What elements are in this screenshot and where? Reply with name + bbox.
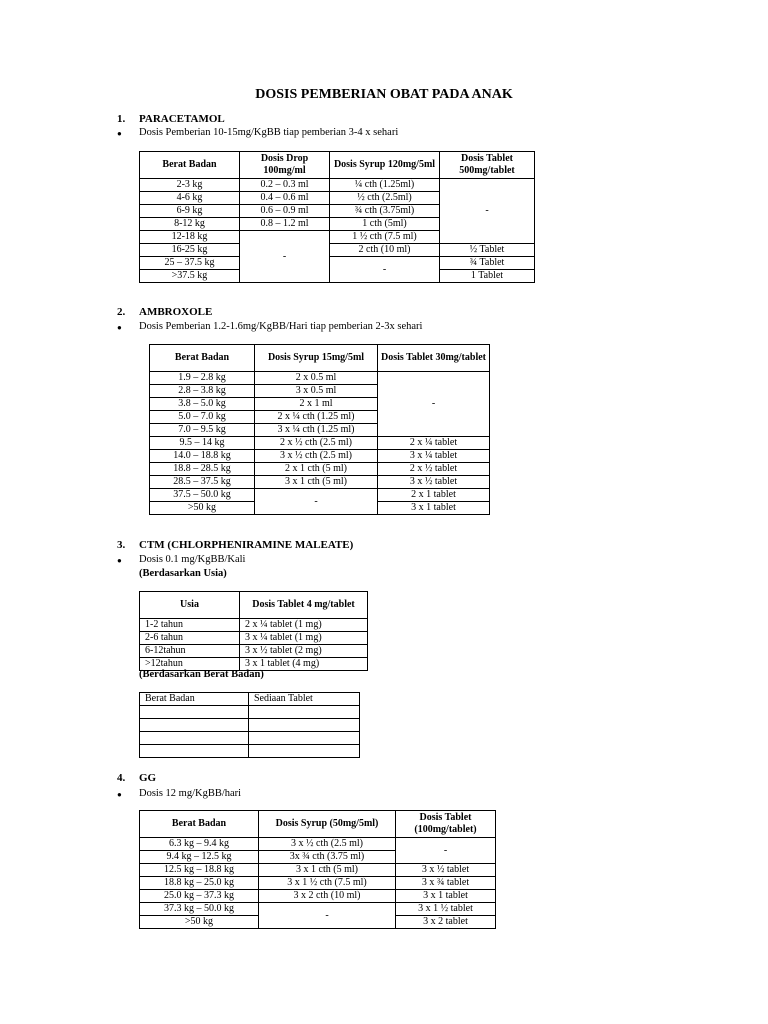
syrup-cell: ¼ cth (1.25ml) bbox=[330, 179, 440, 192]
empty-cell bbox=[140, 732, 249, 745]
header-cell: Dosis Tablet 500mg/tablet bbox=[440, 152, 535, 179]
table-row bbox=[140, 179, 535, 192]
drop-cell: 0.4 – 0.6 ml bbox=[240, 192, 330, 205]
table-header-row bbox=[140, 592, 368, 619]
paracetamol-table bbox=[139, 151, 535, 283]
tablet-cell: 2 x 1 tablet bbox=[378, 489, 490, 502]
weight-cell: 6.3 kg – 9.4 kg bbox=[140, 838, 259, 851]
table-row bbox=[140, 877, 496, 890]
tablet-cell: 3 x ½ tablet (2 mg) bbox=[240, 645, 368, 658]
dose-text: Dosis Pemberian 10-15mg/KgBB tiap pemberian 3-4 x sehari bbox=[139, 127, 399, 138]
dose-text: Dosis 12 mg/KgBB/hari bbox=[139, 788, 242, 799]
table-header-row bbox=[140, 693, 360, 706]
tablet-cell: 3 x ¼ tablet (1 mg) bbox=[240, 632, 368, 645]
weight-cell: 2.8 – 3.8 kg bbox=[150, 385, 255, 398]
syrup-cell: 2 x ½ cth (2.5 ml) bbox=[255, 437, 378, 450]
tablet-cell: - bbox=[396, 838, 496, 864]
weight-cell: 18.8 – 28.5 kg bbox=[150, 463, 255, 476]
table-row bbox=[140, 645, 368, 658]
syrup-cell: 3 x 1 cth (5 ml) bbox=[259, 864, 396, 877]
table-row bbox=[140, 719, 360, 732]
table-row bbox=[140, 903, 496, 916]
table-header-row bbox=[150, 345, 490, 372]
table-row bbox=[140, 745, 360, 758]
gg-table bbox=[139, 810, 496, 929]
header-cell: Dosis Syrup 15mg/5ml bbox=[255, 345, 378, 372]
subheading-age: (Berdasarkan Usia) bbox=[139, 568, 227, 579]
syrup-cell: 2 cth (10 ml) bbox=[330, 244, 440, 257]
table-row bbox=[150, 372, 490, 385]
syrup-cell: - bbox=[330, 257, 440, 283]
table-header-row bbox=[140, 811, 496, 838]
syrup-cell: ¾ cth (3.75ml) bbox=[330, 205, 440, 218]
tablet-cell: 2 x ¼ tablet (1 mg) bbox=[240, 619, 368, 632]
table-row bbox=[140, 890, 496, 903]
table-row bbox=[150, 463, 490, 476]
weight-cell: 2-3 kg bbox=[140, 179, 240, 192]
section-number: 1. bbox=[117, 113, 126, 125]
syrup-cell: 3 x ¼ cth (1.25 ml) bbox=[255, 424, 378, 437]
tablet-cell: 2 x ¼ tablet bbox=[378, 437, 490, 450]
header-cell: Sediaan Tablet bbox=[249, 693, 360, 706]
syrup-cell: 3 x ½ cth (2.5 ml) bbox=[255, 450, 378, 463]
weight-cell: 4-6 kg bbox=[140, 192, 240, 205]
weight-cell: 8-12 kg bbox=[140, 218, 240, 231]
empty-cell bbox=[140, 706, 249, 719]
weight-cell: 12-18 kg bbox=[140, 231, 240, 244]
tablet-cell: 3 x ¾ tablet bbox=[396, 877, 496, 890]
tablet-cell: 3 x 1 tablet (4 mg) bbox=[240, 658, 368, 671]
empty-cell bbox=[249, 706, 360, 719]
table-row bbox=[140, 619, 368, 632]
table-row bbox=[140, 732, 360, 745]
weight-cell: 14.0 – 18.8 kg bbox=[150, 450, 255, 463]
age-cell: 1-2 tahun bbox=[140, 619, 240, 632]
subheading-weight: (Berdasarkan Berat Badan) bbox=[139, 669, 264, 680]
weight-cell: 3.8 – 5.0 kg bbox=[150, 398, 255, 411]
empty-cell bbox=[140, 745, 249, 758]
table-header-row bbox=[140, 152, 535, 179]
syrup-cell: 2 x 1 cth (5 ml) bbox=[255, 463, 378, 476]
bullet-icon: ● bbox=[117, 129, 122, 138]
tablet-cell: 3 x 1 tablet bbox=[396, 890, 496, 903]
table-row bbox=[140, 257, 535, 270]
table-row bbox=[140, 706, 360, 719]
syrup-cell: 1 ½ cth (7.5 ml) bbox=[330, 231, 440, 244]
section-name: GG bbox=[139, 772, 157, 784]
header-cell: Berat Badan bbox=[140, 693, 249, 706]
tablet-cell: 3 x ¼ tablet bbox=[378, 450, 490, 463]
header-cell: Dosis Tablet (100mg/tablet) bbox=[396, 811, 496, 838]
header-cell: Berat Badan bbox=[140, 152, 240, 179]
table-row bbox=[150, 450, 490, 463]
ctm-age-table bbox=[139, 591, 368, 671]
header-cell: Usia bbox=[140, 592, 240, 619]
ambroxole-table bbox=[149, 344, 490, 515]
bullet-icon: ● bbox=[117, 790, 122, 799]
weight-cell: >50 kg bbox=[140, 916, 259, 929]
bullet-icon: ● bbox=[117, 556, 122, 565]
weight-cell: >50 kg bbox=[150, 502, 255, 515]
syrup-cell: 3x ¾ cth (3.75 ml) bbox=[259, 851, 396, 864]
table-row bbox=[140, 244, 535, 257]
table-row bbox=[140, 838, 496, 851]
drop-cell: 0.6 – 0.9 ml bbox=[240, 205, 330, 218]
drop-cell: 0.8 – 1.2 ml bbox=[240, 218, 330, 231]
age-cell: 6-12tahun bbox=[140, 645, 240, 658]
tablet-cell: - bbox=[440, 179, 535, 244]
syrup-cell: 2 x 1 ml bbox=[255, 398, 378, 411]
dose-text: Dosis 0.1 mg/KgBB/Kali bbox=[139, 554, 246, 565]
syrup-cell: 1 cth (5ml) bbox=[330, 218, 440, 231]
age-cell: >12tahun bbox=[140, 658, 240, 671]
tablet-cell: 3 x 1 ½ tablet bbox=[396, 903, 496, 916]
table-row bbox=[140, 632, 368, 645]
table-row bbox=[150, 476, 490, 489]
drop-cell: - bbox=[240, 231, 330, 283]
header-cell: Berat Badan bbox=[140, 811, 259, 838]
syrup-cell: 3 x 1 cth (5 ml) bbox=[255, 476, 378, 489]
section-number: 3. bbox=[117, 539, 126, 551]
syrup-cell: - bbox=[255, 489, 378, 515]
weight-cell: 9.4 kg – 12.5 kg bbox=[140, 851, 259, 864]
header-cell: Dosis Syrup (50mg/5ml) bbox=[259, 811, 396, 838]
table-row bbox=[150, 489, 490, 502]
weight-cell: 25.0 kg – 37.3 kg bbox=[140, 890, 259, 903]
weight-cell: 9.5 – 14 kg bbox=[150, 437, 255, 450]
section-name: PARACETAMOL bbox=[139, 113, 225, 125]
empty-cell bbox=[249, 745, 360, 758]
header-cell: Dosis Tablet 30mg/tablet bbox=[378, 345, 490, 372]
weight-cell: 18.8 kg – 25.0 kg bbox=[140, 877, 259, 890]
dose-text: Dosis Pemberian 1.2-1.6mg/KgBB/Hari tiap pemberian 2-3x sehari bbox=[139, 321, 423, 332]
header-cell: Dosis Tablet 4 mg/tablet bbox=[240, 592, 368, 619]
table-row bbox=[150, 437, 490, 450]
drop-cell: 0.2 – 0.3 ml bbox=[240, 179, 330, 192]
empty-cell bbox=[249, 732, 360, 745]
weight-cell: 5.0 – 7.0 kg bbox=[150, 411, 255, 424]
tablet-cell: ½ Tablet bbox=[440, 244, 535, 257]
weight-cell: 7.0 – 9.5 kg bbox=[150, 424, 255, 437]
page-title: DOSIS PEMBERIAN OBAT PADA ANAK bbox=[255, 87, 513, 102]
table-row bbox=[140, 864, 496, 877]
empty-cell bbox=[140, 719, 249, 732]
tablet-cell: 3 x 2 tablet bbox=[396, 916, 496, 929]
syrup-cell: 3 x 0.5 ml bbox=[255, 385, 378, 398]
weight-cell: 37.3 kg – 50.0 kg bbox=[140, 903, 259, 916]
tablet-cell: 1 Tablet bbox=[440, 270, 535, 283]
section-name: AMBROXOLE bbox=[139, 306, 213, 318]
weight-cell: 25 – 37.5 kg bbox=[140, 257, 240, 270]
weight-cell: 1.9 – 2.8 kg bbox=[150, 372, 255, 385]
tablet-cell: 2 x ½ tablet bbox=[378, 463, 490, 476]
header-cell: Berat Badan bbox=[150, 345, 255, 372]
weight-cell: 12.5 kg – 18.8 kg bbox=[140, 864, 259, 877]
weight-cell: 6-9 kg bbox=[140, 205, 240, 218]
weight-cell: >37.5 kg bbox=[140, 270, 240, 283]
header-cell: Dosis Syrup 120mg/5ml bbox=[330, 152, 440, 179]
weight-cell: 37.5 – 50.0 kg bbox=[150, 489, 255, 502]
syrup-cell: 3 x 2 cth (10 ml) bbox=[259, 890, 396, 903]
syrup-cell: ½ cth (2.5ml) bbox=[330, 192, 440, 205]
tablet-cell: 3 x ½ tablet bbox=[396, 864, 496, 877]
syrup-cell: - bbox=[259, 903, 396, 929]
syrup-cell: 2 x 0.5 ml bbox=[255, 372, 378, 385]
tablet-cell: ¾ Tablet bbox=[440, 257, 535, 270]
weight-cell: 28.5 – 37.5 kg bbox=[150, 476, 255, 489]
tablet-cell: 3 x ½ tablet bbox=[378, 476, 490, 489]
empty-cell bbox=[249, 719, 360, 732]
syrup-cell: 2 x ¼ cth (1.25 ml) bbox=[255, 411, 378, 424]
section-name: CTM (CHLORPHENIRAMINE MALEATE) bbox=[139, 539, 354, 551]
header-cell: Dosis Drop 100mg/ml bbox=[240, 152, 330, 179]
syrup-cell: 3 x ½ cth (2.5 ml) bbox=[259, 838, 396, 851]
section-number: 4. bbox=[117, 772, 126, 784]
bullet-icon: ● bbox=[117, 323, 122, 332]
section-number: 2. bbox=[117, 306, 126, 318]
ctm-weight-table bbox=[139, 692, 360, 758]
syrup-cell: 3 x 1 ½ cth (7.5 ml) bbox=[259, 877, 396, 890]
age-cell: 2-6 tahun bbox=[140, 632, 240, 645]
tablet-cell: 3 x 1 tablet bbox=[378, 502, 490, 515]
weight-cell: 16-25 kg bbox=[140, 244, 240, 257]
tablet-cell: - bbox=[378, 372, 490, 437]
